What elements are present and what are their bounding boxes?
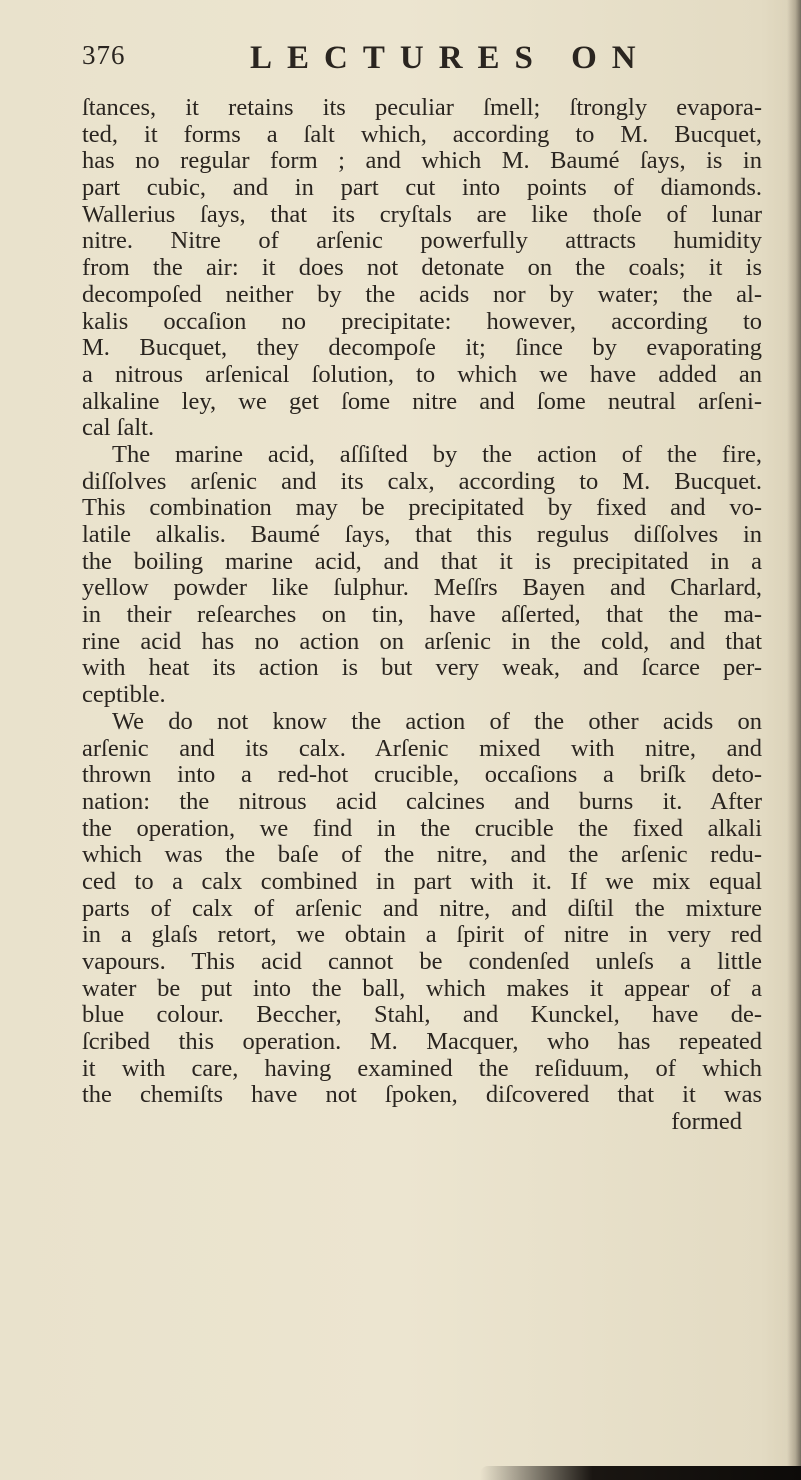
text-line: nitre. Nitre of arſenic powerfully attracts humidity (82, 227, 762, 255)
text-line: latile alkalis. Baumé ſays, that this regulus diſſolves in (82, 521, 762, 548)
text-line: ted, it forms a ſalt which, according to M. Bucquet, (82, 120, 762, 148)
text-line: a nitrous arſenical ſolution, to which we have added an (82, 360, 762, 388)
text-line: arſenic and its calx. Arſenic mixed with nitre, and (82, 734, 762, 762)
text-line: We do not know the action of the other acids on (112, 707, 762, 735)
text-line: ceptible. (82, 681, 166, 709)
text-line: diſſolves arſenic and its calx, according to M. Bucquet. (82, 467, 762, 495)
text-line: cal ſalt. (82, 414, 155, 442)
text-line: it with care, having examined the reſiduum, of which (82, 1054, 762, 1082)
text-line: with heat its action is but very weak, and ſcarce per- (82, 654, 762, 682)
text-line: alkaline ley, we get ſome nitre and ſome neutral arſeni- (82, 387, 762, 415)
text-line: vapours. This acid cannot be condenſed unleſs a little (82, 948, 762, 975)
text-line: rine acid has no action on arſenic in the cold, and that (82, 627, 762, 655)
text-line: the operation, we find in the crucible the fixed alkali (82, 814, 762, 842)
running-head: LECTURES ON (250, 40, 651, 76)
paragraph (82, 95, 762, 442)
text-line: in their reſearches on tin, have aſſerted, that the ma- (82, 601, 762, 629)
page-edge-shadow (480, 1466, 801, 1480)
text-line: ſtances, it retains its peculiar ſmell; ſtrongly evapora- (82, 94, 762, 121)
text-line: from the air: it does not detonate on the coals; it is (82, 254, 762, 282)
text-line: ced to a calx combined in part with it. If we mix equal (82, 867, 762, 895)
page-gutter-shadow (787, 0, 801, 1480)
page-number: 376 (82, 40, 126, 70)
text-line: yellow powder like ſulphur. Meſſrs Bayen and Charlard, (82, 574, 762, 602)
text-line: decompoſed neither by the acids nor by water; the al- (82, 280, 762, 308)
text-line: The marine acid, aſſiſted by the action of the fire, (112, 440, 762, 468)
page-header (82, 40, 762, 90)
text-line: blue colour. Beccher, Stahl, and Kunckel, have de- (82, 1001, 762, 1029)
text-line: parts of calx of arſenic and nitre, and diſtil the mixture (82, 894, 762, 922)
paragraph (82, 442, 762, 709)
text-line: M. Bucquet, they decompoſe it; ſince by evaporating (82, 334, 762, 362)
text-line: in a glaſs retort, we obtain a ſpirit of nitre in very red (82, 921, 762, 949)
text-line: nation: the nitrous acid calcines and burns it. After (82, 787, 762, 815)
body-text (82, 95, 762, 1136)
catchword: formed (671, 1108, 742, 1136)
paragraph (82, 709, 762, 1109)
text-line: which was the baſe of the nitre, and the arſenic redu- (82, 841, 762, 869)
text-line: water be put into the ball, which makes it appear of a (82, 974, 762, 1002)
text-line: Wallerius ſays, that its cryſtals are like thoſe of lunar (82, 200, 762, 228)
text-line: thrown into a red-hot crucible, occaſions a briſk deto- (82, 761, 762, 789)
text-line: This combination may be precipitated by fixed and vo- (82, 494, 762, 522)
text-line: ſcribed this operation. M. Macquer, who has repeated (82, 1028, 762, 1056)
text-line: kalis occaſion no precipitate: however, according to (82, 307, 762, 335)
text-line: the chemiſts have not ſpoken, diſcovered that it was (82, 1081, 762, 1109)
text-line: part cubic, and in part cut into points of diamonds. (82, 174, 762, 202)
text-line: the boiling marine acid, and that it is precipitated in a (82, 547, 762, 575)
text-line: has no regular form ; and which M. Baumé ſays, is in (82, 147, 762, 175)
